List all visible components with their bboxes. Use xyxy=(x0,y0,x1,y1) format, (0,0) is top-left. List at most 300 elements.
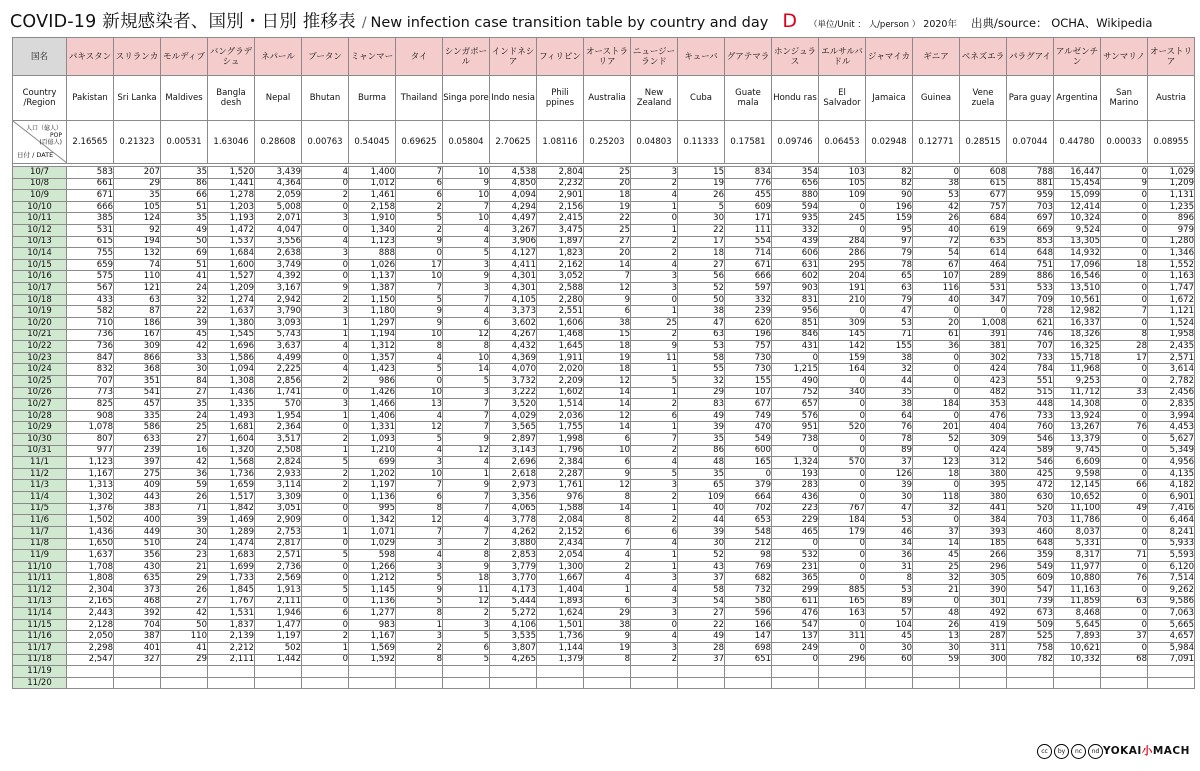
case-count-cell: 598 xyxy=(349,550,396,562)
case-count-cell: 697 xyxy=(1007,213,1054,225)
case-count-cell: 4 xyxy=(631,457,678,469)
table-row xyxy=(13,584,1195,596)
table-row xyxy=(13,201,1195,213)
case-count-cell: 404 xyxy=(960,422,1007,434)
case-count-cell: 2,901 xyxy=(537,190,584,202)
case-count-cell: 635 xyxy=(114,573,161,585)
case-count-cell: 419 xyxy=(960,619,1007,631)
case-count-cell: 9 xyxy=(396,317,443,329)
case-count-cell: 951 xyxy=(772,422,819,434)
case-count-cell: 27 xyxy=(584,236,631,248)
case-count-cell: 465 xyxy=(772,526,819,538)
country-name-en: San Marino xyxy=(1101,76,1148,121)
case-count-cell: 881 xyxy=(1007,178,1054,190)
table-row xyxy=(13,352,1195,364)
date-cell: 10/17 xyxy=(13,283,67,295)
case-count-cell: 38 xyxy=(866,399,913,411)
case-count-cell: 89 xyxy=(866,445,913,457)
case-count-cell: 0 xyxy=(1101,526,1148,538)
case-count-cell: 509 xyxy=(1007,619,1054,631)
case-count-cell: 42 xyxy=(913,201,960,213)
date-cell: 10/30 xyxy=(13,434,67,446)
unit-note: （単位/Unit ： 人/person ） xyxy=(809,20,921,30)
case-count-cell: 1 xyxy=(631,387,678,399)
case-count-cell: 16 xyxy=(161,445,208,457)
case-count-cell: 2 xyxy=(631,236,678,248)
date-cell: 11/8 xyxy=(13,538,67,550)
case-count-cell: 423 xyxy=(960,375,1007,387)
case-count-cell: 515 xyxy=(1007,387,1054,399)
case-count-cell: 118 xyxy=(913,492,960,504)
case-count-cell: 35 xyxy=(678,468,725,480)
date-cell: 11/16 xyxy=(13,631,67,643)
date-cell: 10/25 xyxy=(13,375,67,387)
case-count-cell: 482 xyxy=(960,387,1007,399)
case-count-cell: 18 xyxy=(443,573,490,585)
case-count-cell: 29 xyxy=(161,573,208,585)
case-count-cell: 4 xyxy=(631,631,678,643)
date-cell: 11/20 xyxy=(13,677,67,689)
date-cell: 10/13 xyxy=(13,236,67,248)
case-count-cell: 651 xyxy=(725,654,772,666)
case-count-cell: 1,289 xyxy=(208,526,255,538)
table-row xyxy=(13,445,1195,457)
country-name-ja: グアテマラ xyxy=(725,38,772,76)
case-count-cell: 0 xyxy=(302,225,349,237)
case-count-cell: 2,165 xyxy=(67,596,114,608)
year-label: 2020年 xyxy=(923,19,957,30)
case-count-cell: 3,807 xyxy=(490,642,537,654)
case-count-cell: 0 xyxy=(819,538,866,550)
case-count-cell: 9 xyxy=(584,468,631,480)
case-count-cell: 2,782 xyxy=(1148,375,1195,387)
case-count-cell: 1,461 xyxy=(349,190,396,202)
case-count-cell: 400 xyxy=(114,515,161,527)
case-count-cell: 4 xyxy=(443,306,490,318)
case-count-cell: 11,968 xyxy=(1054,364,1101,376)
case-count-cell: 0 xyxy=(302,619,349,631)
case-count-cell: 704 xyxy=(114,619,161,631)
case-count-cell: 656 xyxy=(772,178,819,190)
case-count-cell: 5,444 xyxy=(490,596,537,608)
case-count-cell: 596 xyxy=(725,608,772,620)
table-row xyxy=(13,492,1195,504)
title-english: New infection case transition table by country and day xyxy=(370,15,769,31)
case-count-cell: 35 xyxy=(161,213,208,225)
case-count-cell xyxy=(302,666,349,678)
case-count-cell: 5 xyxy=(443,375,490,387)
case-count-cell: 380 xyxy=(960,468,1007,480)
country-name-ja: ミャンマー xyxy=(349,38,396,76)
case-count-cell: 7 xyxy=(631,434,678,446)
case-count-cell: 3,114 xyxy=(255,480,302,492)
case-count-cell: 1,650 xyxy=(67,538,114,550)
case-count-cell: 3,517 xyxy=(255,434,302,446)
corner-label-japanese: 国名 xyxy=(13,38,67,76)
date-cell: 11/17 xyxy=(13,642,67,654)
case-count-cell: 2 xyxy=(631,515,678,527)
case-count-cell: 311 xyxy=(960,642,1007,654)
case-count-cell: 32 xyxy=(913,503,960,515)
case-count-cell: 1,604 xyxy=(208,434,255,446)
case-count-cell: 2,298 xyxy=(67,642,114,654)
table-row xyxy=(13,236,1195,248)
case-count-cell: 1,029 xyxy=(349,538,396,550)
case-count-cell: 4 xyxy=(631,538,678,550)
case-count-cell: 4,065 xyxy=(490,503,537,515)
case-count-cell: 0 xyxy=(1101,457,1148,469)
case-count-cell: 710 xyxy=(67,317,114,329)
case-count-cell: 25 xyxy=(584,225,631,237)
case-count-cell: 1,683 xyxy=(208,550,255,562)
case-count-cell xyxy=(537,677,584,689)
date-cell: 10/10 xyxy=(13,201,67,213)
case-count-cell: 142 xyxy=(819,341,866,353)
case-count-cell: 340 xyxy=(819,387,866,399)
case-count-cell: 619 xyxy=(960,225,1007,237)
case-count-cell: 4 xyxy=(302,236,349,248)
case-count-cell: 520 xyxy=(1007,503,1054,515)
case-count-cell: 776 xyxy=(725,178,772,190)
case-count-cell: 4 xyxy=(631,259,678,271)
case-count-cell: 38 xyxy=(913,178,960,190)
case-count-cell: 733 xyxy=(1007,352,1054,364)
case-count-cell: 0 xyxy=(1101,271,1148,283)
case-count-cell: 1,736 xyxy=(208,468,255,480)
case-count-cell: 2,139 xyxy=(208,631,255,643)
case-count-cell: 12,145 xyxy=(1054,480,1101,492)
case-count-cell: 1,472 xyxy=(208,225,255,237)
case-count-cell xyxy=(443,677,490,689)
case-count-cell: 755 xyxy=(67,248,114,260)
case-count-cell: 738 xyxy=(772,434,819,446)
case-count-cell: 4,411 xyxy=(490,259,537,271)
case-count-cell: 13,305 xyxy=(1054,236,1101,248)
case-count-cell: 1,514 xyxy=(537,399,584,411)
case-count-cell: 53 xyxy=(913,190,960,202)
country-population: 0.11333 xyxy=(678,121,725,164)
case-count-cell: 2,020 xyxy=(537,364,584,376)
case-count-cell: 2,209 xyxy=(537,375,584,387)
case-count-cell: 986 xyxy=(349,375,396,387)
case-count-cell: 4,369 xyxy=(490,352,537,364)
case-count-cell: 39 xyxy=(161,317,208,329)
case-count-cell: 385 xyxy=(67,213,114,225)
case-count-cell: 425 xyxy=(1007,468,1054,480)
case-count-cell: 621 xyxy=(1007,317,1054,329)
case-count-cell: 107 xyxy=(725,387,772,399)
date-cell: 10/15 xyxy=(13,259,67,271)
case-count-cell: 3,779 xyxy=(490,561,537,573)
case-count-cell: 3 xyxy=(631,167,678,179)
country-name-en: Phili ppines xyxy=(537,76,584,121)
case-count-cell: 664 xyxy=(725,492,772,504)
case-count-cell: 630 xyxy=(1007,492,1054,504)
case-count-cell: 2,942 xyxy=(255,294,302,306)
case-count-cell: 4 xyxy=(584,573,631,585)
case-count-cell: 1,736 xyxy=(537,631,584,643)
country-name-ja: ネパール xyxy=(255,38,302,76)
case-count-cell: 4 xyxy=(443,236,490,248)
case-count-cell: 5,627 xyxy=(1148,434,1195,446)
case-count-cell xyxy=(725,666,772,678)
case-count-cell: 82 xyxy=(866,178,913,190)
case-count-cell: 707 xyxy=(1007,341,1054,353)
case-count-cell xyxy=(537,666,584,678)
case-count-cell: 171 xyxy=(725,213,772,225)
case-count-cell: 354 xyxy=(772,167,819,179)
case-count-cell: 17 xyxy=(678,236,725,248)
case-count-cell: 305 xyxy=(960,573,1007,585)
case-count-cell: 17 xyxy=(396,259,443,271)
case-count-cell: 245 xyxy=(819,213,866,225)
case-count-cell: 5 xyxy=(631,468,678,480)
case-count-cell: 4 xyxy=(396,352,443,364)
case-count-cell: 0 xyxy=(1101,642,1148,654)
case-count-cell: 43 xyxy=(678,561,725,573)
case-count-cell: 30 xyxy=(678,538,725,550)
case-count-cell: 59 xyxy=(913,654,960,666)
case-count-cell: 6,901 xyxy=(1148,492,1195,504)
case-count-cell xyxy=(960,666,1007,678)
header-row-english xyxy=(13,76,1195,121)
case-count-cell: 6 xyxy=(396,190,443,202)
case-count-cell: 4 xyxy=(302,364,349,376)
case-count-cell: 33 xyxy=(1101,387,1148,399)
case-count-cell: 1,194 xyxy=(349,329,396,341)
case-count-cell: 5 xyxy=(302,584,349,596)
country-name-ja: アルゼンチン xyxy=(1054,38,1101,76)
case-count-cell: 53 xyxy=(678,341,725,353)
case-count-cell: 733 xyxy=(1007,410,1054,422)
case-count-cell: 0 xyxy=(302,178,349,190)
case-count-cell: 83 xyxy=(678,399,725,411)
case-count-cell: 64 xyxy=(866,410,913,422)
case-count-cell: 0 xyxy=(302,422,349,434)
case-count-cell: 19 xyxy=(678,178,725,190)
case-count-cell xyxy=(631,666,678,678)
case-count-cell: 436 xyxy=(772,492,819,504)
case-count-cell: 229 xyxy=(772,515,819,527)
case-count-cell: 732 xyxy=(725,584,772,596)
case-count-cell xyxy=(678,677,725,689)
case-count-cell: 3 xyxy=(396,631,443,643)
case-count-cell: 1,312 xyxy=(349,341,396,353)
case-count-cell: 45 xyxy=(913,550,960,562)
date-cell: 10/11 xyxy=(13,213,67,225)
case-count-cell: 10 xyxy=(443,167,490,179)
case-count-cell: 547 xyxy=(772,619,819,631)
case-count-cell: 15,454 xyxy=(1054,178,1101,190)
case-count-cell: 82 xyxy=(866,167,913,179)
case-count-cell: 1,209 xyxy=(1148,178,1195,190)
case-count-cell: 194 xyxy=(114,236,161,248)
case-count-cell: 13,510 xyxy=(1054,283,1101,295)
table-row xyxy=(13,410,1195,422)
case-count-cell: 0 xyxy=(1101,538,1148,550)
case-count-cell: 29 xyxy=(114,178,161,190)
case-count-cell: 567 xyxy=(67,283,114,295)
case-count-cell: 3,556 xyxy=(255,236,302,248)
case-count-cell xyxy=(255,677,302,689)
case-count-cell: 847 xyxy=(67,352,114,364)
case-count-cell: 575 xyxy=(67,271,114,283)
case-count-cell: 51 xyxy=(161,259,208,271)
case-count-cell: 7 xyxy=(443,294,490,306)
case-count-cell: 266 xyxy=(960,550,1007,562)
pop-label xyxy=(26,125,62,146)
license-icons xyxy=(1037,744,1103,759)
case-count-cell: 53 xyxy=(866,515,913,527)
case-count-cell: 393 xyxy=(960,526,1007,538)
pop-label-line2: POP xyxy=(50,132,62,139)
case-count-cell: 736 xyxy=(67,329,114,341)
case-count-cell xyxy=(1148,666,1195,678)
case-count-cell: 570 xyxy=(819,457,866,469)
case-count-cell: 12 xyxy=(396,515,443,527)
case-count-cell: 7 xyxy=(1101,306,1148,318)
case-count-cell: 464 xyxy=(960,259,1007,271)
case-count-cell: 46 xyxy=(866,526,913,538)
case-count-cell: 2,059 xyxy=(255,190,302,202)
case-count-cell: 7 xyxy=(443,410,490,422)
case-count-cell: 633 xyxy=(114,434,161,446)
case-count-cell: 2,571 xyxy=(255,550,302,562)
case-count-cell: 1,136 xyxy=(349,596,396,608)
case-count-cell: 433 xyxy=(67,294,114,306)
case-count-cell: 0 xyxy=(1101,190,1148,202)
date-cell: 11/14 xyxy=(13,608,67,620)
case-count-cell: 86 xyxy=(161,178,208,190)
case-count-cell: 2,909 xyxy=(255,515,302,527)
country-name-en: Burma xyxy=(349,76,396,121)
case-count-cell: 657 xyxy=(772,399,819,411)
date-cell: 11/13 xyxy=(13,596,67,608)
country-name-en: Bangla desh xyxy=(208,76,255,121)
case-count-cell: 532 xyxy=(772,550,819,562)
case-count-cell: 4,106 xyxy=(490,619,537,631)
case-count-cell: 2,128 xyxy=(67,619,114,631)
case-count-cell: 71 xyxy=(161,503,208,515)
case-count-cell: 5,984 xyxy=(1148,642,1195,654)
case-count-cell: 3 xyxy=(631,480,678,492)
case-count-cell: 525 xyxy=(1007,631,1054,643)
case-count-cell: 600 xyxy=(725,445,772,457)
table-row xyxy=(13,167,1195,179)
case-count-cell: 10 xyxy=(396,387,443,399)
table-row xyxy=(13,375,1195,387)
case-count-cell: 0 xyxy=(819,642,866,654)
case-count-cell: 1,667 xyxy=(537,573,584,585)
case-count-cell: 1,210 xyxy=(349,445,396,457)
case-count-cell: 1,302 xyxy=(67,492,114,504)
case-count-cell: 4,956 xyxy=(1148,457,1195,469)
case-count-cell: 165 xyxy=(819,596,866,608)
case-count-cell: 18 xyxy=(678,248,725,260)
case-count-cell: 3,143 xyxy=(490,445,537,457)
case-count-cell: 110 xyxy=(161,631,208,643)
case-count-cell: 767 xyxy=(819,503,866,515)
case-count-cell: 0 xyxy=(819,550,866,562)
case-count-cell: 22 xyxy=(584,213,631,225)
country-population: 0.25203 xyxy=(584,121,631,164)
case-count-cell: 1,212 xyxy=(349,573,396,585)
case-count-cell: 0 xyxy=(772,538,819,550)
case-count-cell: 1,808 xyxy=(67,573,114,585)
case-count-cell: 10 xyxy=(443,352,490,364)
case-count-cell: 391 xyxy=(960,329,1007,341)
case-count-cell: 2,434 xyxy=(537,538,584,550)
case-count-cell: 0 xyxy=(913,480,960,492)
case-count-cell: 4,267 xyxy=(490,329,537,341)
case-count-cell: 4,453 xyxy=(1148,422,1195,434)
case-count-cell: 2,443 xyxy=(67,608,114,620)
case-count-cell: 79 xyxy=(866,248,913,260)
case-count-cell: 26 xyxy=(161,584,208,596)
country-name-en: Cuba xyxy=(678,76,725,121)
case-count-cell: 368 xyxy=(114,364,161,376)
case-count-cell: 8 xyxy=(584,654,631,666)
case-count-cell: 4 xyxy=(396,410,443,422)
case-count-cell: 1,215 xyxy=(772,364,819,376)
case-count-cell: 63 xyxy=(114,294,161,306)
case-count-cell: 1,913 xyxy=(255,584,302,596)
country-population: 0.02948 xyxy=(866,121,913,164)
case-count-cell: 1,436 xyxy=(67,526,114,538)
case-count-cell: 10 xyxy=(396,271,443,283)
case-count-cell: 8,317 xyxy=(1054,550,1101,562)
case-count-cell: 666 xyxy=(725,271,772,283)
table-row xyxy=(13,666,1195,678)
case-count-cell: 0 xyxy=(1101,167,1148,179)
country-name-ja: パキスタン xyxy=(67,38,114,76)
case-count-cell: 76 xyxy=(1101,422,1148,434)
case-count-cell: 5 xyxy=(396,364,443,376)
country-population: 0.05804 xyxy=(443,121,490,164)
case-count-cell: 2,111 xyxy=(255,596,302,608)
table-row xyxy=(13,329,1195,341)
case-count-cell: 9 xyxy=(584,631,631,643)
case-count-cell: 5,349 xyxy=(1148,445,1195,457)
case-count-cell: 10 xyxy=(584,445,631,457)
case-count-cell: 132 xyxy=(114,248,161,260)
case-count-cell: 76 xyxy=(1101,573,1148,585)
case-count-cell: 0 xyxy=(819,619,866,631)
case-count-cell: 4 xyxy=(443,515,490,527)
country-name-en: Jamaica xyxy=(866,76,913,121)
case-count-cell: 1,131 xyxy=(1148,190,1195,202)
date-cell: 11/18 xyxy=(13,654,67,666)
date-cell: 11/3 xyxy=(13,480,67,492)
case-count-cell: 5 xyxy=(302,550,349,562)
case-count-cell: 35 xyxy=(866,387,913,399)
case-count-cell: 2,571 xyxy=(1148,352,1195,364)
case-count-cell: 2,456 xyxy=(1148,387,1195,399)
case-count-cell: 11,712 xyxy=(1054,387,1101,399)
case-count-cell: 0 xyxy=(913,375,960,387)
case-count-cell: 0 xyxy=(302,271,349,283)
case-count-cell: 1,442 xyxy=(255,654,302,666)
case-count-cell: 2,280 xyxy=(537,294,584,306)
case-count-cell: 3 xyxy=(631,596,678,608)
case-count-cell: 4,070 xyxy=(490,364,537,376)
case-count-cell: 25 xyxy=(631,317,678,329)
table-row xyxy=(13,654,1195,666)
case-count-cell: 439 xyxy=(772,236,819,248)
case-count-cell: 90 xyxy=(866,190,913,202)
date-cell: 10/8 xyxy=(13,178,67,190)
case-count-cell: 22 xyxy=(678,619,725,631)
